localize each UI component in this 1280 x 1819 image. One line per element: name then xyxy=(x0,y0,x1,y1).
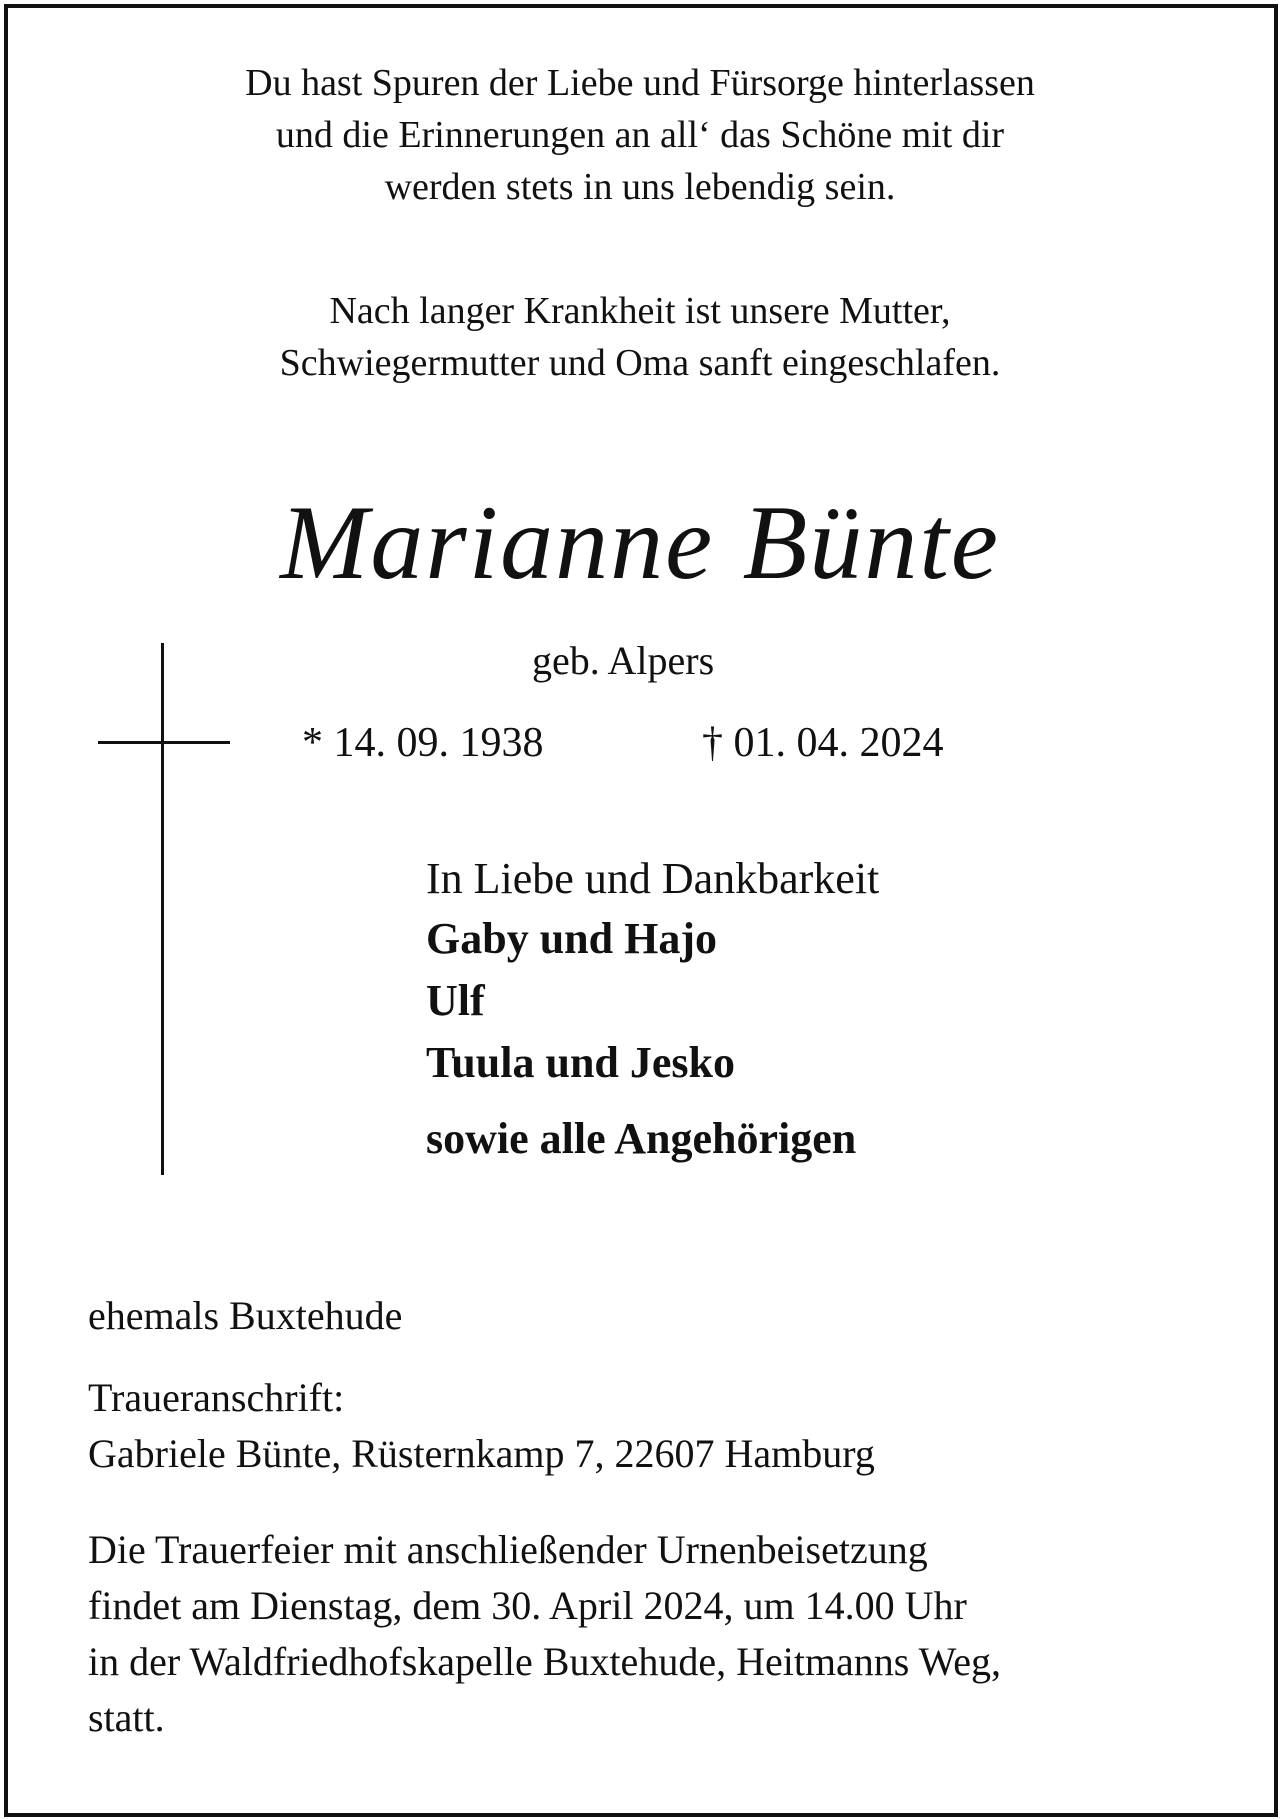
mourner-name: Gaby und Hajo xyxy=(426,914,717,963)
ceremony-line: findet am Dienstag, dem 30. April 2024, um 14.00 Uhr xyxy=(88,1583,967,1628)
mourner-name: sowie alle Angehörigen xyxy=(426,1114,857,1163)
announcement-line: Nach langer Krankheit ist unsere Mutter, xyxy=(329,290,951,332)
deceased-name: Marianne Bünte xyxy=(280,484,1000,601)
announcement xyxy=(0,285,1280,389)
verse-line: Du hast Spuren der Liebe und Fürsorge hinterlassen xyxy=(245,62,1035,104)
mourning-address xyxy=(88,1370,875,1482)
address-line: Gabriele Bünte, Rüsternkamp 7, 22607 Hamburg xyxy=(88,1431,875,1476)
address-label: Traueranschrift: xyxy=(88,1375,345,1420)
announcement-line: Schwiegermutter und Oma sanft eingeschlafen. xyxy=(279,342,1001,384)
ceremony-line: statt. xyxy=(88,1695,165,1740)
mourners-intro: In Liebe und Dankbarkeit xyxy=(426,854,880,903)
cross-icon-bar xyxy=(98,741,230,744)
maiden-name: geb. Alpers xyxy=(532,638,715,683)
former-residence: ehemals Buxtehude xyxy=(88,1293,403,1338)
birth-date: * 14. 09. 1938 xyxy=(302,720,544,766)
cross-icon xyxy=(161,643,164,1175)
ceremony-line: Die Trauerfeier mit anschließender Urnenbeisetzung xyxy=(88,1527,928,1572)
verse-line: werden stets in uns lebendig sein. xyxy=(384,166,896,208)
verse-line: und die Erinnerungen an all‘ das Schöne mit dir xyxy=(275,114,1005,156)
mourner-name: Tuula und Jesko xyxy=(426,1038,736,1087)
ceremony-info xyxy=(88,1522,1001,1746)
mourners xyxy=(426,850,879,1170)
verse xyxy=(0,57,1280,213)
mourner-name: Ulf xyxy=(426,976,485,1025)
death-date: † 01. 04. 2024 xyxy=(702,720,944,766)
ceremony-line: in der Waldfriedhofskapelle Buxtehude, Heitmanns Weg, xyxy=(88,1639,1001,1684)
